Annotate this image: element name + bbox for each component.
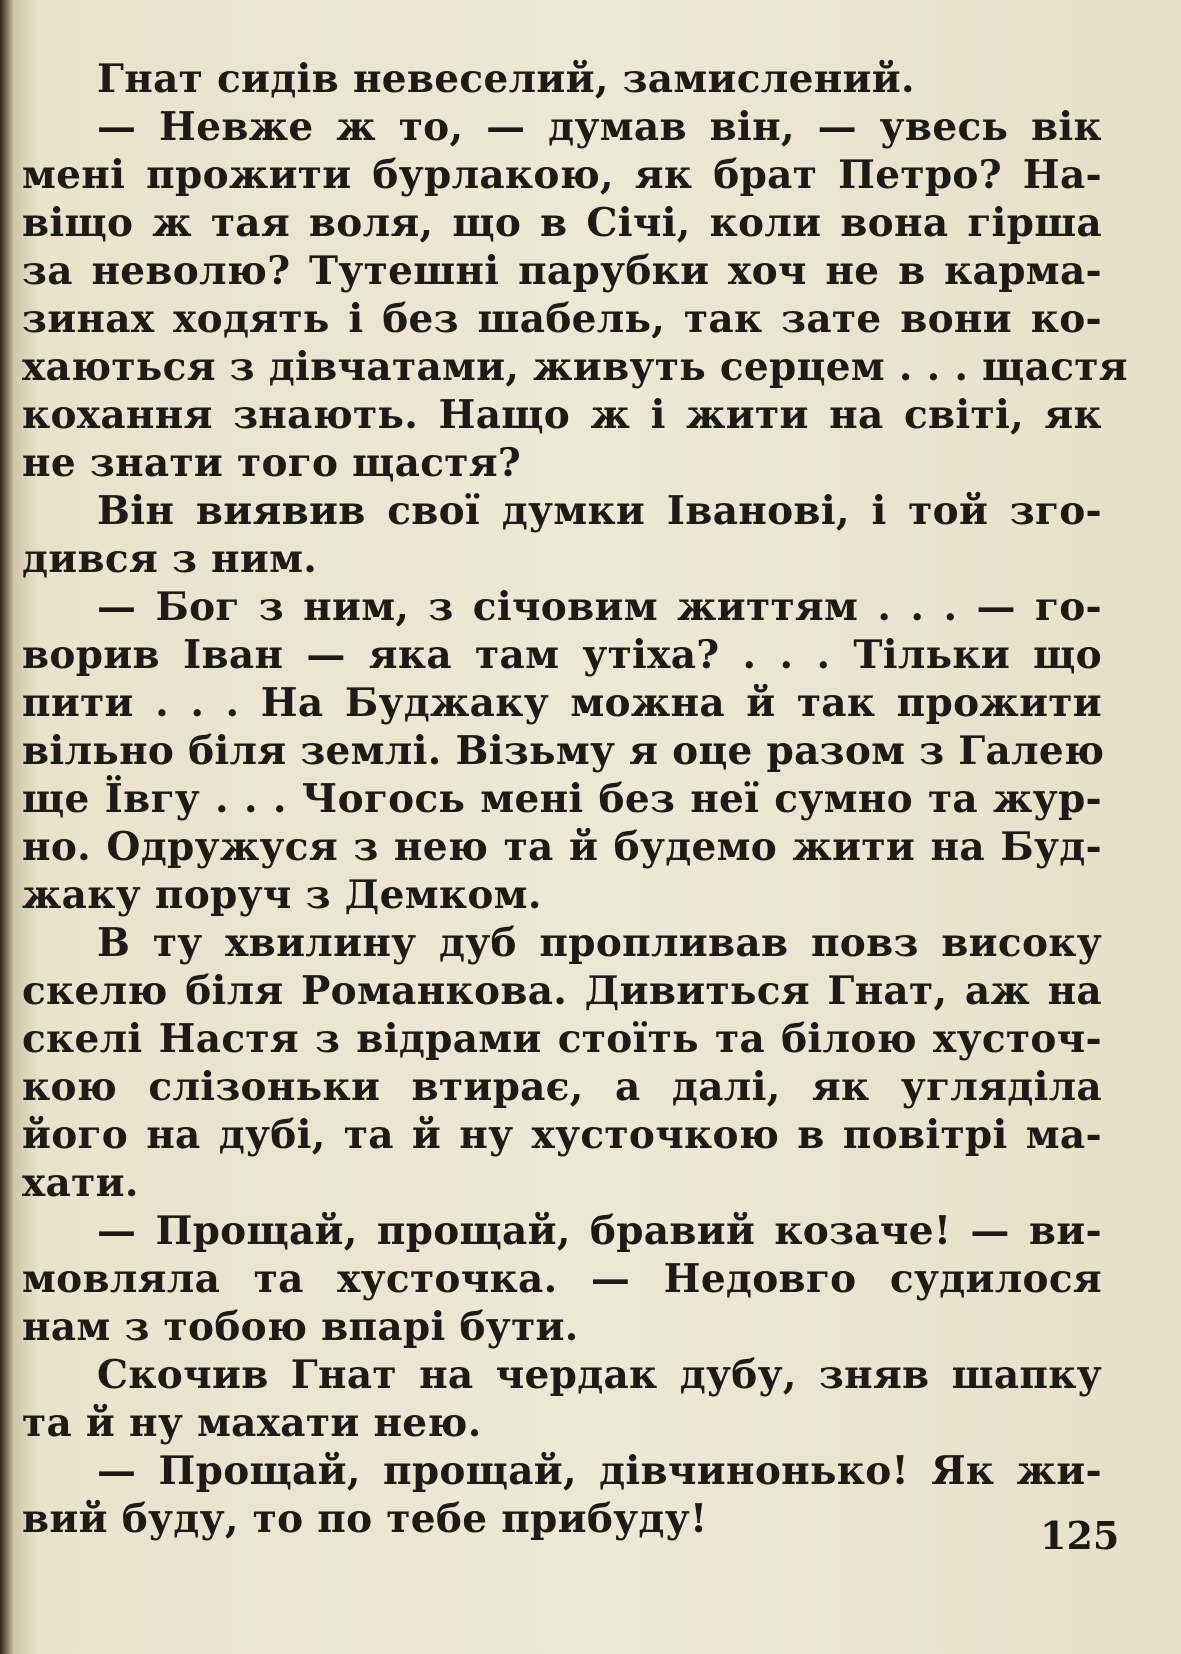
- text-line: дився з ним.: [22, 536, 318, 582]
- text-line: — Прощай, прощай, дівчинонько! Як жи-: [97, 1448, 1102, 1494]
- text-line: — Невже ж то, — думав він, — увесь вік: [97, 104, 1102, 150]
- text-line: Гнат сидів невеселий, замислений.: [97, 56, 915, 102]
- text-line: но. Одружуся з нею та й будемо жити на Буд-: [22, 824, 1102, 870]
- text-line: не знати того щастя?: [22, 440, 522, 486]
- text-line: за неволю? Тутешні парубки хоч не в карма-: [22, 248, 1102, 294]
- text-line: Він виявив свої думки Іванові, і той зго-: [97, 488, 1102, 534]
- text-line: хати.: [22, 1160, 139, 1206]
- text-line: вий буду, то по тебе прибуду!: [22, 1496, 708, 1542]
- text-line: мовляла та хусточка. — Недовго судилося: [22, 1256, 1102, 1302]
- text-line: його на дубі, та й ну хусточкою в повітрі ма-: [22, 1112, 1102, 1158]
- text-line: кою слізоньки втирає, а далі, як угляділа: [22, 1064, 1102, 1110]
- text-line: віщо ж тая воля, що в Січі, коли вона гірша: [22, 200, 1102, 246]
- text-line: В ту хвилину дуб пропливав повз високу: [97, 920, 1102, 966]
- text-line: хаються з дівчатами, живуть серцем . . . щастя: [22, 344, 1128, 390]
- text-line: мені прожити бурлакою, як брат Петро? На-: [22, 152, 1102, 198]
- text-line: Скочив Гнат на чердак дубу, зняв шапку: [97, 1352, 1102, 1398]
- text-line: скелю біля Романкова. Дивиться Гнат, аж на: [22, 968, 1102, 1014]
- text-line: кохання знають. Нащо ж і жити на світі, як: [22, 392, 1102, 438]
- text-line: — Прощай, прощай, бравий козаче! — ви-: [97, 1208, 1102, 1254]
- text-line: ще Ївгу . . . Чогось мені без неї сумно та жур-: [22, 776, 1102, 822]
- text-line: зинах ходять і без шабель, так зате вони ко-: [22, 296, 1102, 342]
- text-line: нам з тобою впарі бути.: [22, 1304, 579, 1350]
- text-line: скелі Настя з відрами стоїть та білою хусточ-: [22, 1016, 1102, 1062]
- body-text: [22, 55, 1128, 1543]
- text-line: пити . . . На Буджаку можна й так прожити: [22, 680, 1102, 726]
- text-line: ворив Іван — яка там утіха? . . . Тільки що: [22, 632, 1102, 678]
- text-line: та й ну махати нею.: [22, 1400, 482, 1446]
- page-number: 125: [1040, 1513, 1120, 1558]
- text-line: вільно біля землі. Візьму я оце разом з Галею: [22, 728, 1105, 774]
- text-line: жаку поруч з Демком.: [22, 872, 542, 918]
- text-line: — Бог з ним, з січовим життям . . . — го-: [97, 584, 1102, 630]
